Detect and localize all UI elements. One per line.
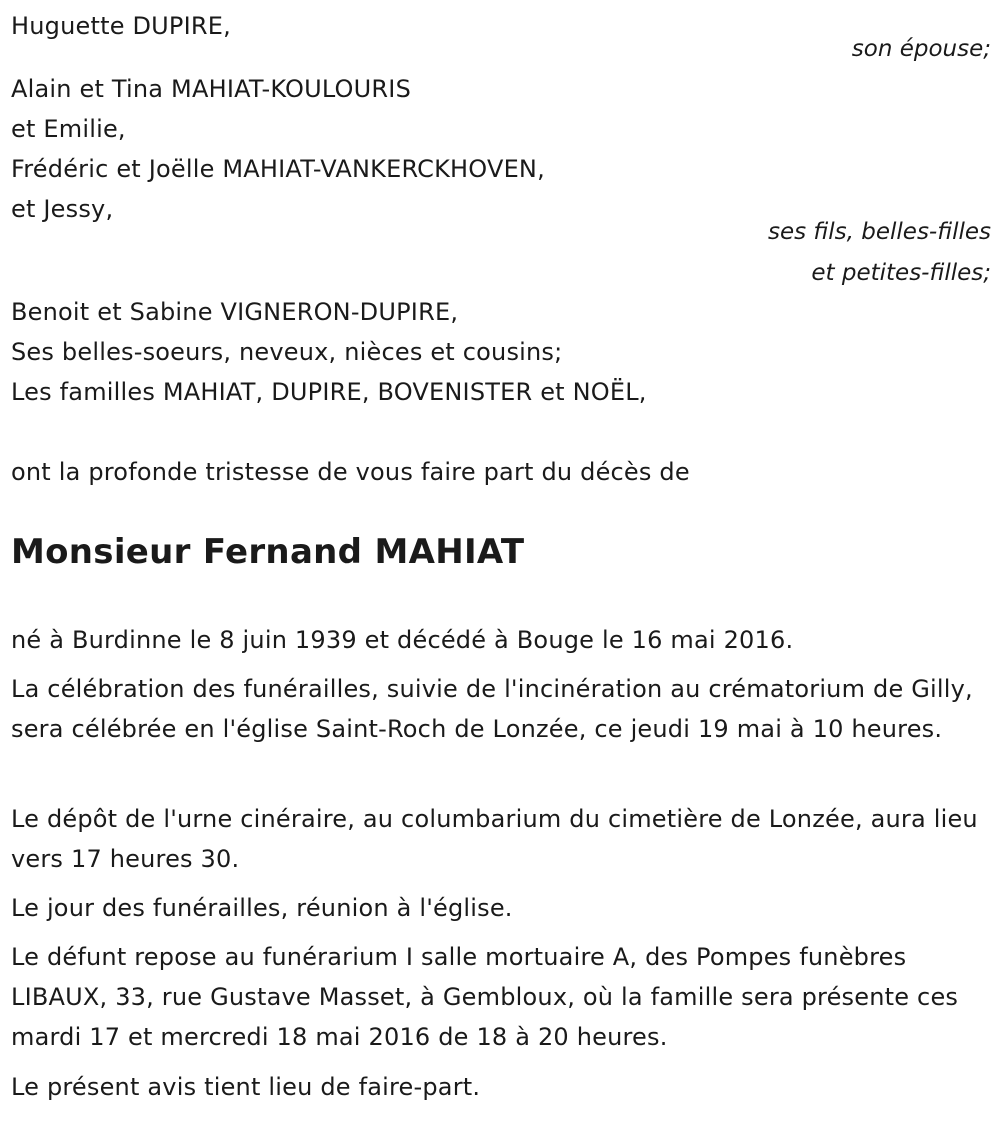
spouse-role: son épouse; <box>851 36 991 62</box>
son-line-2: et Emilie, <box>11 115 126 143</box>
paragraph-birth-death: né à Burdinne le 8 juin 1939 et décédé à Bouge le 16 mai 2016. <box>11 626 794 654</box>
relative-line-1: Benoit et Sabine VIGNERON-DUPIRE, <box>11 298 459 326</box>
paragraph-closing: Le présent avis tient lieu de faire-part. <box>11 1073 481 1101</box>
relative-line-2: Ses belles-soeurs, neveux, nièces et cousins; <box>11 338 563 366</box>
announcement-text: ont la profonde tristesse de vous faire part du décès de <box>11 458 690 486</box>
deceased-name: Monsieur Fernand MAHIAT <box>11 532 525 572</box>
paragraph-urn: Le dépôt de l'urne cinéraire, au columbarium du cimetière de Lonzée, aura lieu vers 17 heures 30. <box>11 805 978 873</box>
son-line-4: et Jessy, <box>11 195 114 223</box>
son-line-1: Alain et Tina MAHIAT-KOULOURIS <box>11 75 412 103</box>
paragraph-funeral: La célébration des funérailles, suivie de l'incinération au crématorium de Gilly, sera célébrée en l'église Saint-Roch de Lonzée, ce jeudi 19 mai à 10 heures. <box>11 675 973 743</box>
relative-line-3: Les familles MAHIAT, DUPIRE, BOVENISTER et NOËL, <box>11 378 647 406</box>
paragraph-repose: Le défunt repose au funérarium I salle mortuaire A, des Pompes funèbres LIBAUX, 33, rue Gustave Masset, à Gembloux, où la famille sera présente ces mardi 17 et mercredi 18 mai 2016 de 18 à 20 heures. <box>11 943 959 1051</box>
spouse-name: Huguette DUPIRE, <box>11 12 231 40</box>
son-line-3: Frédéric et Joëlle MAHIAT-VANKERCKHOVEN, <box>11 155 545 183</box>
paragraph-meeting: Le jour des funérailles, réunion à l'église. <box>11 894 513 922</box>
obituary-notice <box>11 0 991 1122</box>
sons-role-line-2: et petites-filles; <box>811 260 991 286</box>
sons-role-line-1: ses fils, belles-filles <box>767 219 991 245</box>
